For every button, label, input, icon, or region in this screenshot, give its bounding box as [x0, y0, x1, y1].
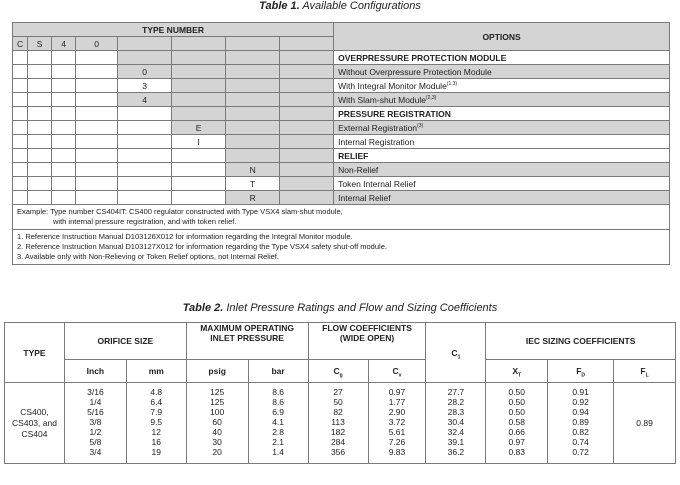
- spacer-cell: [172, 177, 226, 191]
- spacer-cell: [28, 93, 52, 107]
- header-xt: [486, 360, 548, 383]
- header-flow-line1: FLOW COEFFICIENTS: [322, 323, 412, 333]
- mm-column: [126, 383, 186, 464]
- value-cell: 6.4: [150, 397, 163, 407]
- header-c1-sub: 1: [457, 354, 461, 361]
- header-fl: [614, 360, 676, 383]
- section-title-row: [13, 149, 670, 163]
- spacer-cell: [280, 149, 334, 163]
- option-code: I: [172, 135, 226, 149]
- header-cv: [368, 360, 426, 383]
- footnote-ref: (1,3): [446, 80, 458, 87]
- option-label-cell: [334, 135, 670, 149]
- value-cell: 60: [212, 417, 222, 427]
- value-cell: 0.94: [572, 407, 589, 417]
- value-cell: 30.4: [447, 417, 465, 427]
- spacer-cell: [280, 93, 334, 107]
- spacer-cell: [280, 121, 334, 135]
- spacer-cell: [76, 79, 118, 93]
- example-line-1: Example: Type number CS404IT: CS400 regulator constructed with Type VSX4 slam-shut module,: [17, 207, 343, 216]
- xt-column: [486, 383, 548, 464]
- type-code-cell: [118, 37, 172, 51]
- value-cell: 0.97: [388, 387, 406, 397]
- spacer-cell: [76, 135, 118, 149]
- value-cell: 0.82: [572, 427, 589, 437]
- option-label-cell: [334, 163, 670, 177]
- value-cell: 0.74: [572, 437, 589, 447]
- spacer-cell: [13, 121, 28, 135]
- value-cell: 7.9: [150, 407, 163, 417]
- spacer-cell: [76, 149, 118, 163]
- header-orifice-size: ORIFICE SIZE: [64, 323, 186, 360]
- header-bar: bar: [248, 360, 308, 383]
- table2-caption-label: Table 2.: [182, 302, 224, 314]
- spacer-cell: [13, 65, 28, 79]
- type-line-3: CS404: [21, 428, 48, 439]
- spacer-cell: [13, 51, 28, 65]
- spacer-cell: [226, 149, 280, 163]
- header-max-operating-line2: INLET PRESSURE: [210, 333, 284, 343]
- example-line-2: with internal pressure registration, and with token relief.: [53, 217, 237, 226]
- value-cell: 12: [151, 427, 161, 437]
- option-row: [13, 79, 670, 93]
- spacer-cell: [280, 135, 334, 149]
- option-code: R: [226, 191, 280, 205]
- header-mm: mm: [126, 360, 186, 383]
- option-label-cell: [334, 191, 670, 205]
- spacer-cell: [13, 93, 28, 107]
- table2-caption-text: Inlet Pressure Ratings and Flow and Sizing Coefficients: [226, 302, 498, 314]
- spacer-cell: [172, 163, 226, 177]
- option-row: [13, 93, 670, 107]
- spacer-cell: [76, 65, 118, 79]
- value-cell: 0.89: [572, 417, 589, 427]
- value-cell: 356: [330, 447, 346, 457]
- spacer-cell: [28, 51, 52, 65]
- header-fl-sub: L: [645, 372, 649, 379]
- value-cell: 0.50: [508, 387, 525, 397]
- option-label-cell: [334, 121, 670, 135]
- value-cell: 2.90: [388, 407, 406, 417]
- spacer-cell: [52, 107, 76, 121]
- options-header: OPTIONS: [334, 23, 670, 51]
- spacer-cell: [52, 177, 76, 191]
- value-cell: 40: [212, 427, 222, 437]
- spacer-cell: [226, 93, 280, 107]
- fl-value: 0.89: [614, 383, 676, 464]
- type-code-cell: C: [13, 37, 28, 51]
- example-row: [13, 205, 670, 230]
- type-code-cell: [226, 37, 280, 51]
- section-title-row: [13, 51, 670, 65]
- header-type: TYPE: [5, 323, 65, 383]
- inch-column: [64, 383, 126, 464]
- value-cell: 0.97: [508, 437, 525, 447]
- value-cell: 7.26: [388, 437, 406, 447]
- option-label: Without Overpressure Protection Module: [338, 66, 492, 77]
- type-code-cell: [172, 37, 226, 51]
- value-cell: 8.6: [272, 397, 285, 407]
- spacer-cell: [172, 107, 226, 121]
- value-cell: 9.5: [150, 417, 163, 427]
- value-cell: 4.8: [150, 387, 163, 397]
- section-title-row: [13, 107, 670, 121]
- header-fd-letter: F: [576, 366, 582, 376]
- spacer-cell: [172, 51, 226, 65]
- option-label-cell: [334, 177, 670, 191]
- spacer-cell: [226, 135, 280, 149]
- option-label: With Integral Monitor Module: [338, 80, 447, 91]
- footnotes-row: [13, 230, 670, 265]
- value-cell: 1.77: [388, 397, 406, 407]
- spacer-cell: [52, 135, 76, 149]
- spacer-cell: [118, 163, 172, 177]
- section-title: OVERPRESSURE PROTECTION MODULE: [334, 51, 670, 65]
- header-psig: psig: [186, 360, 248, 383]
- value-cell: 0.58: [508, 417, 525, 427]
- spacer-cell: [226, 121, 280, 135]
- option-row: [13, 65, 670, 79]
- spacer-cell: [52, 163, 76, 177]
- header-fd-sub: D: [581, 372, 586, 379]
- header-xt-letter: X: [512, 366, 519, 376]
- type-code-cell: [280, 37, 334, 51]
- value-cell: 100: [210, 407, 225, 417]
- value-cell: 27: [333, 387, 343, 397]
- spacer-cell: [280, 177, 334, 191]
- value-cell: 36.2: [447, 447, 465, 457]
- spacer-cell: [118, 121, 172, 135]
- header-cg-sub: g: [339, 372, 343, 379]
- value-cell: 3/16: [87, 387, 104, 397]
- value-cell: 1/2: [89, 427, 102, 437]
- spacer-cell: [280, 107, 334, 121]
- spacer-cell: [28, 121, 52, 135]
- value-cell: 1/4: [89, 397, 102, 407]
- spacer-cell: [280, 163, 334, 177]
- footnote: 2. Reference Instruction Manual D103127X012 for information regarding the Type VSX4 safety shut-off module.: [17, 242, 387, 251]
- spacer-cell: [172, 65, 226, 79]
- value-cell: 27.7: [447, 387, 465, 397]
- section-title: RELIEF: [334, 149, 670, 163]
- spacer-cell: [52, 79, 76, 93]
- header-max-operating: [186, 323, 308, 360]
- header-flow-coefficients: [308, 323, 426, 360]
- footnote: 3. Available only with Non-Relieving or Token Relief options, not Internal Relief.: [17, 252, 279, 261]
- spacer-cell: [280, 191, 334, 205]
- type-code-cell: 0: [76, 37, 118, 51]
- value-cell: 0.72: [572, 447, 589, 457]
- value-cell: 4.1: [272, 417, 285, 427]
- value-cell: 3.72: [388, 417, 406, 427]
- value-cell: 2.1: [272, 437, 285, 447]
- spacer-cell: [13, 163, 28, 177]
- spacer-cell: [76, 107, 118, 121]
- value-cell: 113: [331, 417, 345, 427]
- value-cell: 125: [210, 397, 225, 407]
- value-cell: 19: [151, 447, 161, 457]
- spacer-cell: [280, 51, 334, 65]
- value-cell: 125: [210, 387, 225, 397]
- spacer-cell: [118, 177, 172, 191]
- option-row: [13, 163, 670, 177]
- spacer-cell: [52, 51, 76, 65]
- spacer-cell: [280, 65, 334, 79]
- psig-column: [186, 383, 248, 464]
- value-cell: 30: [212, 437, 222, 447]
- option-code: T: [226, 177, 280, 191]
- c1-column: [426, 383, 486, 464]
- spacer-cell: [226, 107, 280, 121]
- fd-column: [548, 383, 614, 464]
- configurations-table: [12, 22, 670, 265]
- header-c1-letter: C: [451, 347, 458, 358]
- type-number-header: TYPE NUMBER: [13, 23, 334, 37]
- value-cell: 82: [333, 407, 343, 417]
- header-cg: [308, 360, 368, 383]
- spacer-cell: [28, 149, 52, 163]
- spacer-cell: [118, 51, 172, 65]
- header-flow-line2: (WIDE OPEN): [339, 333, 395, 343]
- header-fd: [548, 360, 614, 383]
- spacer-cell: [226, 51, 280, 65]
- value-cell: 284: [330, 437, 346, 447]
- example-cell: [13, 205, 670, 230]
- spacer-cell: [13, 79, 28, 93]
- option-code: 4: [118, 93, 172, 107]
- value-cell: 39.1: [447, 437, 465, 447]
- footnote-ref: (3): [417, 122, 424, 129]
- spacer-cell: [118, 191, 172, 205]
- spacer-cell: [28, 65, 52, 79]
- spacer-cell: [28, 163, 52, 177]
- value-cell: 2.8: [272, 427, 285, 437]
- value-cell: 9.83: [388, 447, 406, 457]
- spacer-cell: [13, 149, 28, 163]
- value-cell: 32.4: [447, 427, 465, 437]
- value-cell: 0.91: [572, 387, 589, 397]
- spacer-cell: [28, 79, 52, 93]
- option-row: [13, 191, 670, 205]
- option-label: Internal Relief: [338, 192, 391, 203]
- spacer-cell: [76, 93, 118, 107]
- option-code: N: [226, 163, 280, 177]
- spacer-cell: [172, 79, 226, 93]
- type-code-cell: 4: [52, 37, 76, 51]
- value-cell: 28.2: [447, 397, 465, 407]
- spacer-cell: [28, 135, 52, 149]
- inlet-pressure-table: [4, 322, 676, 464]
- value-cell: 0.83: [508, 447, 525, 457]
- value-cell: 28.3: [447, 407, 465, 417]
- spacer-cell: [13, 107, 28, 121]
- value-cell: 182: [330, 427, 346, 437]
- value-cell: 0.50: [508, 407, 525, 417]
- spacer-cell: [13, 177, 28, 191]
- value-cell: 20: [212, 447, 222, 457]
- footnote-ref: (2,3): [426, 94, 437, 101]
- header-cv-sub: v: [398, 372, 402, 379]
- value-cell: 0.92: [572, 397, 589, 407]
- type-line-1: CS400,: [20, 406, 49, 417]
- header-cg-letter: C: [333, 366, 340, 376]
- spacer-cell: [28, 191, 52, 205]
- value-cell: 3/4: [89, 447, 102, 457]
- value-cell: 5/16: [87, 407, 104, 417]
- header-max-operating-line1: MAXIMUM OPERATING: [200, 323, 295, 333]
- spacer-cell: [226, 65, 280, 79]
- header-inch: Inch: [64, 360, 126, 383]
- value-cell: 8.6: [272, 387, 285, 397]
- option-label: External Registration: [338, 122, 418, 133]
- table1-caption: [0, 0, 680, 12]
- section-title: PRESSURE REGISTRATION: [334, 107, 670, 121]
- header-iec-sizing: IEC SIZING COEFFICIENTS: [486, 323, 676, 360]
- spacer-cell: [52, 121, 76, 135]
- spacer-cell: [52, 93, 76, 107]
- option-label: With Slam-shut Module: [338, 94, 427, 105]
- value-cell: 3/8: [89, 417, 102, 427]
- option-row: [13, 135, 670, 149]
- spacer-cell: [13, 191, 28, 205]
- header-cv-letter: C: [392, 366, 399, 376]
- spacer-cell: [118, 107, 172, 121]
- spacer-cell: [28, 107, 52, 121]
- option-code: 3: [118, 79, 172, 93]
- spacer-cell: [76, 121, 118, 135]
- spacer-cell: [172, 191, 226, 205]
- value-cell: 5.61: [388, 427, 406, 437]
- footnote: 1. Reference Instruction Manual D103126X012 for information regarding the Integral Monitor module.: [17, 232, 353, 241]
- spacer-cell: [76, 191, 118, 205]
- value-cell: 0.66: [508, 427, 525, 437]
- option-label-cell: [334, 65, 670, 79]
- type-cell: [5, 383, 65, 464]
- cv-column: [368, 383, 426, 464]
- option-label-cell: [334, 79, 670, 93]
- spacer-cell: [226, 79, 280, 93]
- type-code-cell: S: [28, 37, 52, 51]
- spacer-cell: [52, 65, 76, 79]
- spacer-cell: [76, 163, 118, 177]
- spacer-cell: [52, 149, 76, 163]
- type-line-2: CS403, and: [12, 417, 57, 428]
- option-code: 0: [118, 65, 172, 79]
- spacer-cell: [118, 135, 172, 149]
- header-fl-letter: F: [640, 366, 646, 376]
- value-cell: 50: [333, 397, 343, 407]
- spacer-cell: [172, 149, 226, 163]
- value-cell: 6.9: [272, 407, 285, 417]
- spacer-cell: [76, 51, 118, 65]
- value-cell: 0.50: [508, 397, 525, 407]
- option-code: E: [172, 121, 226, 135]
- bar-column: [248, 383, 308, 464]
- value-cell: 5/8: [89, 437, 102, 447]
- option-row: [13, 177, 670, 191]
- option-label: Token Internal Relief: [338, 178, 416, 189]
- option-label: Non-Relief: [338, 164, 379, 175]
- table1-caption-text: Available Configurations: [302, 0, 421, 12]
- table2-caption: [0, 302, 680, 314]
- table1-header-row: [13, 23, 670, 37]
- spacer-cell: [118, 149, 172, 163]
- value-cell: 16: [151, 437, 161, 447]
- spacer-cell: [280, 79, 334, 93]
- table1-caption-label: Table 1.: [259, 0, 300, 12]
- option-label: Internal Registration: [338, 136, 415, 147]
- option-label-cell: [334, 93, 670, 107]
- spacer-cell: [13, 135, 28, 149]
- spacer-cell: [76, 177, 118, 191]
- header-c1: [426, 323, 486, 383]
- footnotes-cell: [13, 230, 670, 265]
- value-cell: 1.4: [272, 447, 285, 457]
- option-row: [13, 121, 670, 135]
- spacer-cell: [28, 177, 52, 191]
- spacer-cell: [172, 93, 226, 107]
- cg-column: [308, 383, 368, 464]
- spacer-cell: [52, 191, 76, 205]
- header-xt-sub: T: [518, 372, 522, 379]
